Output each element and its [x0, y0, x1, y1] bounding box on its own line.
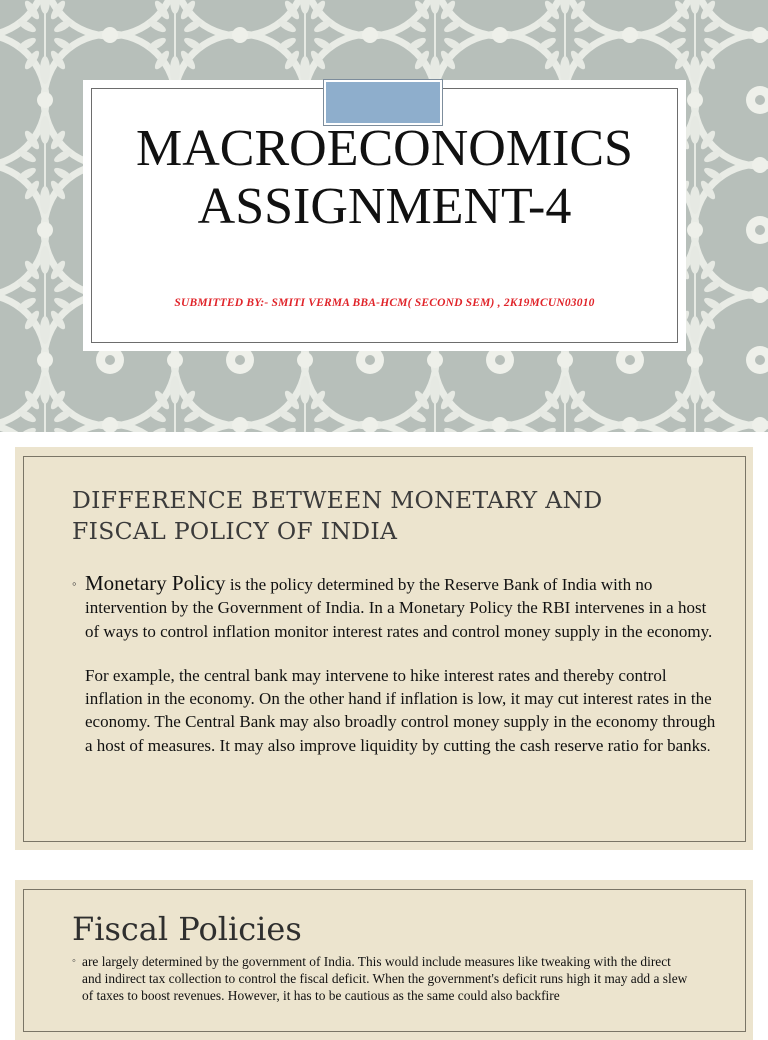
list-item: [72, 572, 722, 759]
title-line-1: MACROECONOMICS: [136, 120, 633, 177]
example-text: For example, the central bank may intervene to hike interest rates and thereby control inflation in the economy. On the other hand if inflation is low, it may cut interest rates in the economy. The Central Bank may also broadly control money supply in the economy through a host of measures. It may also improve liquidity by cutting the cash reserve ratio for banks: [85, 665, 716, 755]
slide-heading: Fiscal Policies: [72, 910, 302, 948]
bullet-text: is the policy determined by the Reserve Bank of India with no intervention by the Government of India. In a Monetary Policy the RBI intervenes in a host of ways to control inflation monitor interest rates and control money supply in the economy.: [85, 575, 713, 641]
presentation-title: [83, 120, 686, 236]
example-end: .: [706, 738, 711, 755]
heading-line-1: DIFFERENCE BETWEEN MONETARY AND: [72, 486, 603, 514]
slide-body: [72, 572, 722, 759]
slide-body: [72, 953, 692, 1005]
bullet-icon: ◦: [72, 576, 77, 591]
list-item: [72, 953, 692, 1005]
bullet-icon: ◦: [72, 955, 76, 967]
example-paragraph: [85, 664, 722, 759]
title-line-2: ASSIGNMENT-4: [197, 178, 572, 235]
title-slide: [0, 0, 768, 432]
monetary-fiscal-slide: [15, 447, 753, 850]
heading-line-2: FISCAL POLICY OF INDIA: [72, 517, 398, 545]
fiscal-policies-slide: [15, 880, 753, 1040]
accent-tab: [324, 80, 442, 125]
submitted-by-subtitle: SUBMITTED BY:- SMITI VERMA BBA-HCM( SECOND SEM) , 2K19MCUN03010: [174, 297, 595, 309]
bullet-text: are largely determined by the government of India. This would include measures like tweaking with the direct and indirect tax collection to control the fiscal deficit. When the government's deficit runs high it may add a slew of taxes to boost revenues. However, it has to be cautious as the same could also backfire: [82, 954, 688, 1004]
slide-heading: [72, 485, 712, 547]
term-monetary-policy: Monetary Policy: [85, 571, 226, 595]
title-card: [83, 80, 686, 351]
